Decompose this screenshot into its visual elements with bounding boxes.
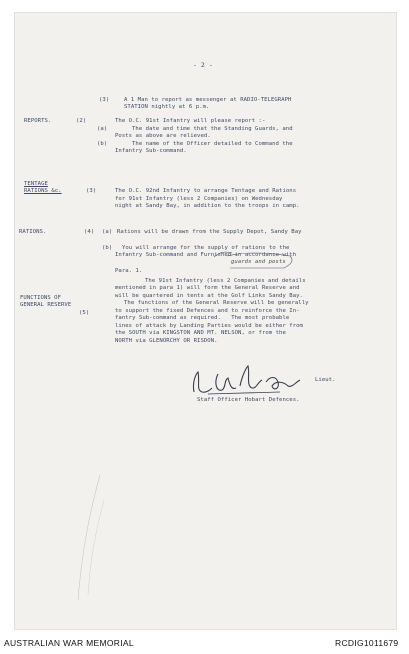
pencil-marks	[60, 470, 120, 610]
page-number: - 2 -	[193, 61, 213, 69]
footer-catalogue-id: RCDIG1011679	[335, 638, 399, 648]
reserve-line1: The 91st Infantry (less 2 Companies and details	[145, 278, 306, 284]
rations-b-line3: Para. 1.	[115, 268, 143, 274]
reserve-line8: the SOUTH via KINGSTON AND MT. NELSON, or from the	[115, 330, 286, 336]
reports-a-line2: Posts as above are relieved.	[115, 133, 211, 139]
reports-a-label: (a)	[97, 126, 108, 132]
reports-b-label: (b)	[97, 141, 108, 147]
reserve-line7: lines of attack by Landing Parties would be either from	[115, 323, 303, 329]
rations-heading: RATIONS.	[19, 229, 47, 235]
rations-b-label: (b)	[102, 245, 113, 251]
reports-b-line2: Infantry Sub-command.	[115, 148, 187, 154]
reserve-line5: to support the fixed Defences and to reinforce the In-	[115, 308, 300, 314]
reports-heading: REPORTS.	[24, 118, 52, 124]
rations-number: (4)	[84, 229, 95, 235]
tentage-heading-2: RATIONS &c.	[24, 188, 62, 194]
rations-b-line2: Infantry Sub-command and Furnished in accordance with	[115, 252, 297, 258]
tentage-line1: The O.C. 92nd Infantry to arrange Tentage and Rations	[115, 188, 297, 194]
reports-b-line1: The name of the Officer detailed to Command the	[132, 141, 293, 147]
reserve-line3: will be quartered in tents at the Golf Links Sandy Bay.	[115, 293, 303, 299]
item3-line2: STATION nightly at 6 p.m.	[124, 104, 210, 110]
handwritten-insert: guards and posts	[231, 259, 286, 265]
item3-number: (3)	[99, 97, 110, 103]
reserve-heading-2: GENERAL RESERVE	[20, 302, 72, 308]
footer-source: AUSTRALIAN WAR MEMORIAL	[4, 638, 134, 648]
rations-b-line1: You will arrange for the supply of rations to the	[122, 245, 290, 251]
tentage-heading-1: TENTAGE	[24, 181, 48, 187]
rations-a-line1: Rations will be drawn from the Supply Depot, Sandy Bay	[117, 229, 302, 235]
reserve-line2: mentioned in para 1) will form the General Reserve and	[115, 285, 300, 291]
reserve-line9: NORTH via GLENORCHY OR RISDON.	[115, 338, 218, 344]
reserve-number: (5)	[79, 310, 90, 316]
tentage-number: (3)	[86, 188, 97, 194]
rations-a-label: (a)	[102, 229, 113, 235]
signature-title: Staff Officer Hobart Defences.	[197, 397, 300, 403]
tentage-line2: for 91st Infantry (less 2 Companies) on Wednesday	[115, 196, 283, 202]
reports-intro: The O.C. 91st Infantry will please report :-	[115, 118, 266, 124]
handwritten-signature	[188, 352, 316, 402]
reserve-line4: The functions of the General Reserve will be generally	[124, 300, 309, 306]
reports-a-line1: The date and time that the Standing Guards, and	[132, 126, 293, 132]
reports-number: (2)	[76, 118, 87, 124]
signature-rank: Lieut.	[315, 377, 336, 383]
item3-line1: A 1 Man to report as messenger at RADIO-TELEGRAPH	[124, 97, 292, 103]
tentage-line3: night at Sandy Bay, in addition to the troops in camp.	[115, 203, 300, 209]
reserve-line6: fantry Sub-command as required. The most probable	[115, 315, 290, 321]
reserve-heading-1: FUNCTIONS OF	[20, 295, 62, 301]
